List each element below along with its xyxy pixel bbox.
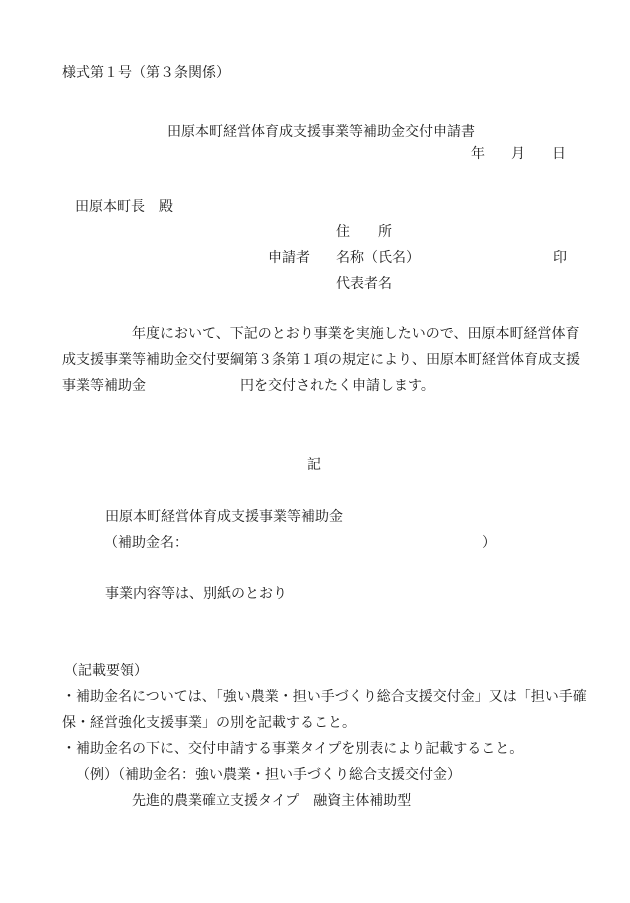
note-example-type: 先進的農業確立支援タイプ 融資主体補助型 bbox=[132, 793, 412, 809]
subsidy-label-open: （補助金名： bbox=[104, 535, 188, 551]
body-line-1: 年度において、下記のとおり事業を実施したいので、田原本町経営体育 bbox=[132, 326, 580, 342]
notes-heading: （記載要領） bbox=[64, 663, 148, 679]
form-label: 様式第１号（第３条関係） bbox=[62, 65, 230, 81]
page-title: 田原本町経営体育成支援事業等補助金交付申請書 bbox=[167, 124, 475, 140]
date-year: 年 bbox=[471, 146, 485, 162]
date-day: 日 bbox=[552, 146, 566, 162]
business-content: 事業内容等は、別紙のとおり bbox=[105, 586, 287, 602]
note-item-2: ・補助金名の下に、交付申請する事業タイプを別表により記載すること。 bbox=[62, 741, 524, 757]
subsidy-label-close: ） bbox=[482, 535, 496, 551]
representative-label: 代表者名 bbox=[336, 276, 392, 292]
addressee: 田原本町長 殿 bbox=[75, 199, 173, 215]
ki-heading: 記 bbox=[307, 457, 321, 473]
applicant-label: 申請者 bbox=[268, 250, 310, 266]
body-line-2: 成支援事業等補助金交付要綱第３条第１項の規定により、田原本町経営体育成支援 bbox=[62, 352, 580, 368]
body-line-3b: 円を交付されたく申請します。 bbox=[240, 378, 435, 394]
seal-mark: 印 bbox=[553, 250, 567, 266]
body-line-3a: 事業等補助金 bbox=[62, 378, 146, 394]
note-item-1-line-1: ・補助金名については、「強い農業・担い手づくり総合支援交付金」又は「担い手確 bbox=[62, 689, 587, 705]
name-label: 名称（氏名） bbox=[336, 250, 420, 266]
note-item-1-line-2: 保・経営強化支援事業」の別を記載すること。 bbox=[62, 715, 356, 731]
note-example: （例）（補助金名：強い農業・担い手づくり総合支援交付金） bbox=[76, 767, 461, 783]
subsidy-name: 田原本町経営体育成支援事業等補助金 bbox=[105, 509, 343, 525]
date-month: 月 bbox=[511, 146, 525, 162]
address-label: 住 所 bbox=[336, 224, 392, 240]
